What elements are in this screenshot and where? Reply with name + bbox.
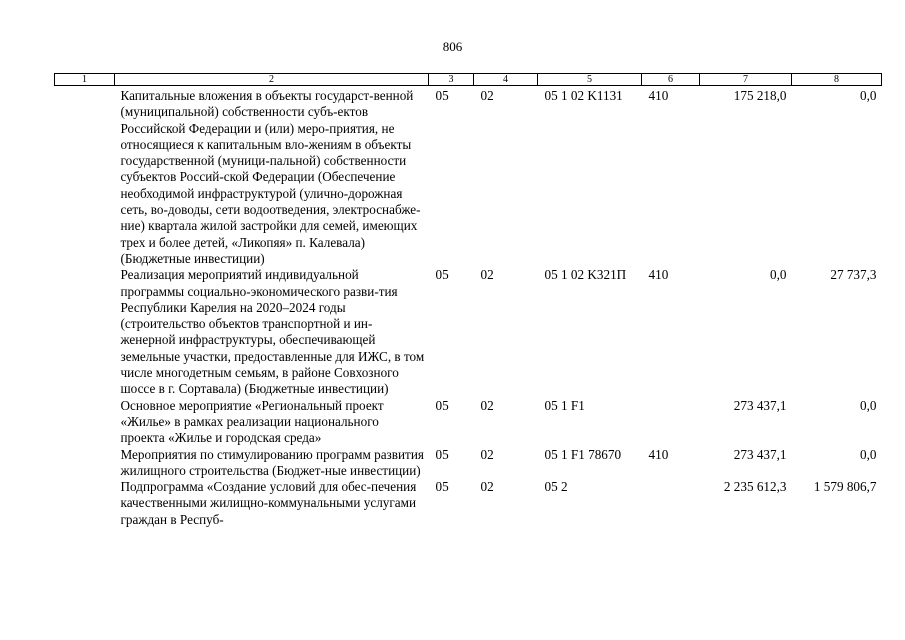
amount-cell: 0,0 [860, 446, 877, 462]
section-code-cell: 05 [435, 479, 449, 495]
item-name-cell: Капитальные вложения в объекты государст-венной (муниципальной) собственности субъ-ектов Российской Федерации и (или) меро-приятия, не относящиеся к капитальным вло-жениям в объекты государственной (муници-пальной) собственности субъектов Россий-ской Федерации (Обеспечение необходимой инфраструктурой (улично-дорожная сеть, во-доводы, сети водоотведения, электроснабже-ние) квартала жилой застройки для семей, имеющих трех и более детей, «Ликопяя» п. Калевала) (Бюджетные инвестиции) [120, 88, 421, 266]
column-header: 8 [792, 74, 882, 86]
item-name-cell: Реализация мероприятий индивидуальной программы социально-экономического разви-тия Республики Карелия на 2020–2024 годы (строительство объектов транспортной и ин-женерной инфраструктуры, обеспечивающей земельные участки, предоставленные для ИЖС, в том числе многодетным семьям, в районе Совхозного шоссе в г. Сортавала) (Бюджетные инвестиции) [120, 267, 425, 397]
table-header-row [55, 74, 882, 86]
row-number-cell [55, 447, 115, 480]
amount-cell: 0,0 [860, 397, 877, 413]
expense-type-cell [642, 479, 700, 528]
subsection-code-cell: 02 [480, 446, 494, 462]
column-header: 4 [474, 74, 538, 86]
page-number: 806 [442, 39, 463, 54]
table-row [55, 86, 882, 268]
expense-type-cell [642, 398, 700, 447]
subsection-code-cell: 02 [480, 267, 494, 283]
section-code-cell: 05 [435, 397, 449, 413]
target-article-cell: 05 1 F1 [544, 397, 585, 413]
target-article-cell: 05 1 02 K1131 [544, 88, 623, 103]
budget-table [54, 73, 882, 528]
column-header: 3 [429, 74, 474, 86]
column-header: 1 [55, 74, 115, 86]
amount-cell: 175 218,0 [733, 88, 787, 103]
table-row [55, 398, 882, 447]
amount-cell: 1 579 806,7 [813, 479, 877, 495]
column-header: 2 [115, 74, 429, 86]
section-code-cell: 05 [435, 446, 449, 462]
amount-cell: 0,0 [860, 88, 877, 103]
item-name-cell: Мероприятия по стимулированию программ развития жилищного строительства (Бюджет-ные инвестиции) [120, 446, 424, 478]
row-number-cell [55, 86, 115, 268]
expense-type-cell: 410 [648, 267, 669, 283]
row-number-cell [55, 479, 115, 528]
amount-cell: 0,0 [770, 267, 787, 283]
amount-cell: 273 437,1 [733, 397, 787, 413]
column-header: 6 [642, 74, 700, 86]
table-row [55, 479, 882, 528]
item-name-cell: Подпрограмма «Создание условий для обес-печения качественными жилищно-коммунальными услугами граждан в Респуб- [120, 479, 417, 527]
table-row [55, 267, 882, 397]
amount-cell: 2 235 612,3 [723, 479, 787, 495]
expense-type-cell: 410 [648, 446, 669, 462]
column-header: 7 [700, 74, 792, 86]
table-row [55, 447, 882, 480]
target-article-cell: 05 1 02 K321П [544, 267, 627, 283]
subsection-code-cell: 02 [480, 88, 494, 103]
expense-type-cell: 410 [648, 88, 669, 103]
amount-cell: 27 737,3 [830, 267, 877, 283]
target-article-cell: 05 1 F1 78670 [544, 446, 622, 462]
section-code-cell: 05 [435, 88, 449, 103]
subsection-code-cell: 02 [480, 479, 494, 495]
section-code-cell: 05 [435, 267, 449, 283]
amount-cell: 273 437,1 [733, 446, 787, 462]
column-header: 5 [538, 74, 642, 86]
row-number-cell [55, 267, 115, 397]
item-name-cell: Основное мероприятие «Региональный проект «Жилье» в рамках реализации национального проекта «Жилье и городская среда» [120, 397, 384, 446]
subsection-code-cell: 02 [480, 397, 494, 413]
target-article-cell: 05 2 [544, 479, 568, 495]
row-number-cell [55, 398, 115, 447]
